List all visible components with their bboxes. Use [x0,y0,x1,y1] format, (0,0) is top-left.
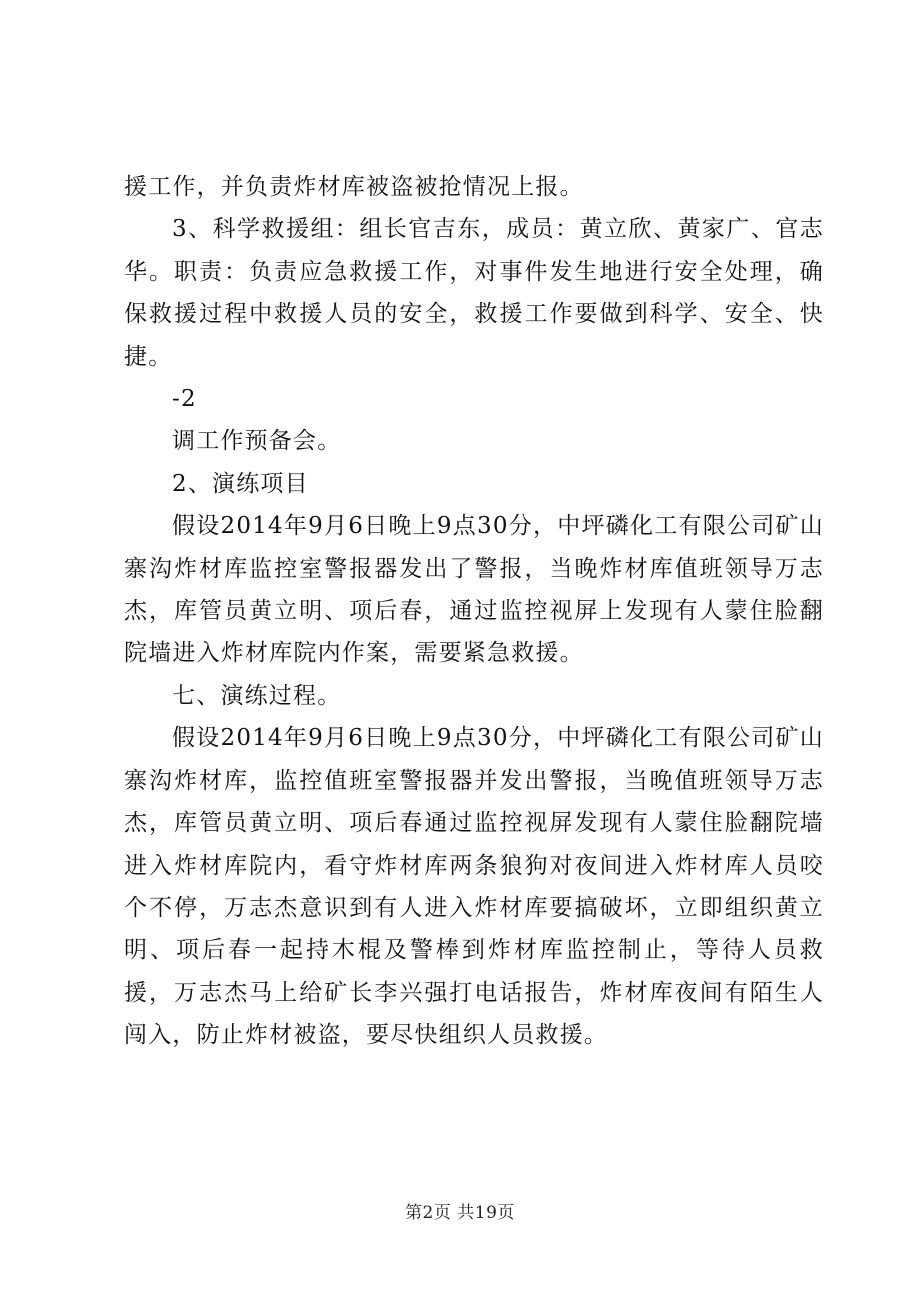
paragraph-3: -2 [172,386,197,413]
paragraph-1: 援工作，并负责炸材库被盗被抢情况上报。 [124,174,584,200]
paragraph-5: 2、演练项目 [172,470,309,497]
document-body [124,166,824,1057]
paragraph-8: 假设2014年9月6日晚上9点30分，中坪磷化工有限公司矿山寨沟炸材库，监控值班室警报器并发出警报，当晚值班领导万志杰，库管员黄立明、项后春通过监控视屏发现有人蒙住脸翻院墙进入炸材库院内，看守炸材库两条狼狗对夜间进入炸材库人员咬个不停，万志杰意识到有人进入炸材库要搞破坏，立即组织黄立明、项后春一起持木棍及警棒到炸材库监控制止，等待人员救援，万志杰马上给矿长李兴强打电话报告，炸材库夜间有陌生人闯入，防止炸材被盗，要尽快组织人员救援。 [124,725,824,1049]
page-number: 第2页 共19页 [405,1203,515,1223]
paragraph-6: 假设2014年9月6日晚上9点30分，中坪磷化工有限公司矿山寨沟炸材库监控室警报器发出了警报，当晚炸材库值班领导万志杰，库管员黄立明、项后春，通过监控视屏上发现有人蒙住脸翻院墙进入炸材库院内作案，需要紧急救援。 [124,513,824,667]
paragraph-2: 3、科学救援组：组长官吉东，成员：黄立欣、黄家广、官志华。职责：负责应急救援工作，对事件发生地进行安全处理，确保救援过程中救援人员的安全，救援工作要做到科学、安全、快捷。 [124,216,824,370]
paragraph-7: 七、演练过程。 [172,682,342,709]
paragraph-4: 调工作预备会。 [172,428,342,455]
